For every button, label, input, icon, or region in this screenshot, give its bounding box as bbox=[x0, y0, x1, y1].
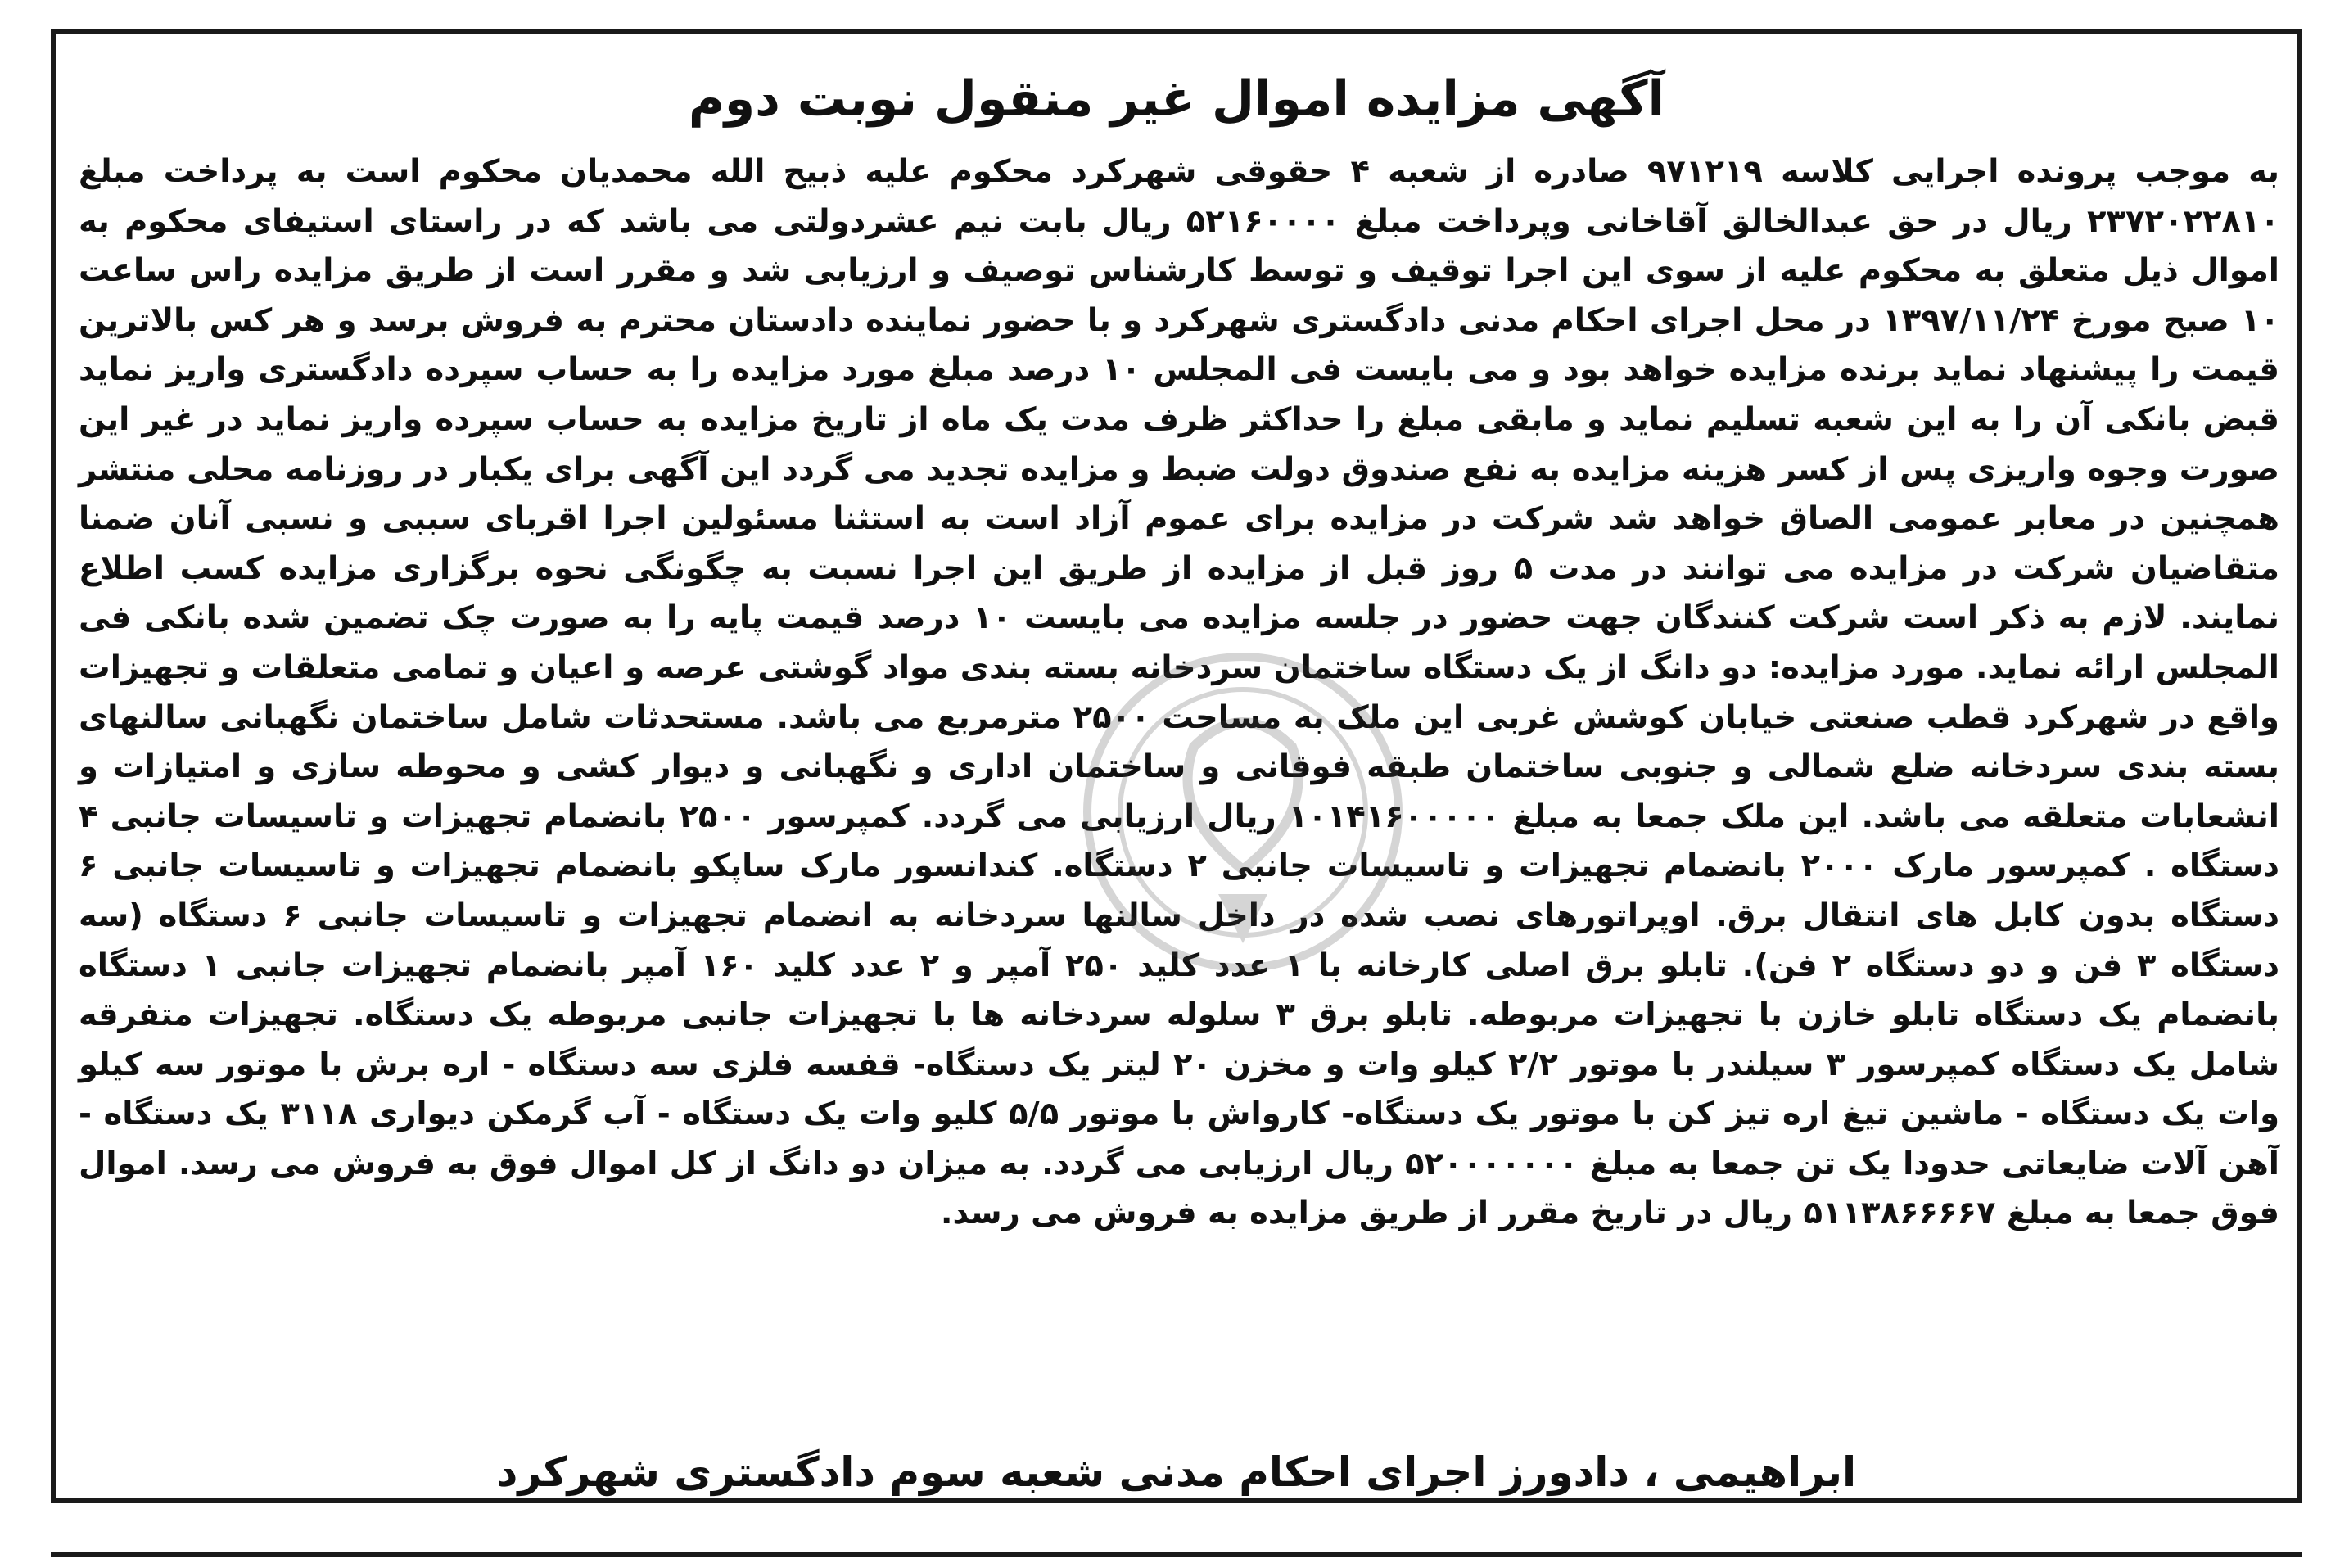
notice-signature: ابراهیمی ، دادورز اجرای احکام مدنی شعبه سوم دادگستری شهرکرد bbox=[496, 1448, 1857, 1496]
bottom-divider bbox=[51, 1552, 2302, 1557]
notice-body-text: به موجب پرونده اجرایی کلاسه ۹۷۱۲۱۹ صادره از شعبه ۴ حقوقی شهرکرد محکوم علیه ذبیح الله محمدیان محکوم است به پرداخت مبلغ ۲۳۷۲۰۲۲۸۱۰ ریال در حق عبدالخالق آقاخانی وپرداخت مبلغ ۵۲۱۶۰۰۰۰ ریال بابت نیم عشردولتی می باشد که در راستای استیفای محکوم به اموال ذیل متعلق به محکوم علیه از سوی این اجرا توقیف و توسط کارشناس توصیف و ارزیابی شد و مقرر است از طریق مزایده راس ساعت ۱۰ صبح مورخ ۱۳۹۷/۱۱/۲۴ در محل اجرای احکام مدنی دادگستری شهرکرد و با حضور نماینده دادستان محترم به فروش برسد و هر کس بالاترین قیمت را پیشنهاد نماید برنده مزایده خواهد بود و می بایست فی المجلس ۱۰ درصد مبلغ مورد مزایده را به حساب سپرده دادگستری واریز نماید قبض بانکی آن را به این شعبه تسلیم نماید و مابقی مبلغ را حداکثر ظرف مدت یک ماه از تاریخ مزایده به حساب سپرده واریز نماید در غیر این صورت وجوه واریزی پس از کسر هزینه مزایده به نفع صندوق دولت ضبط و مزایده تجدید می گردد این آگهی برای یکبار در روزنامه محلی منتشر همچنین در معابر عمومی الصاق خواهد شد شرکت در مزایده برای عموم آزاد است به استثنا مسئولین اجرا اقربای سببی و نسبی آنان ضمنا متقاضیان شرکت در مزایده می توانند در مدت ۵ روز قبل از مزایده از طریق این اجرا نسبت به چگونگی نحوه برگزاری مزایده کسب اطلاع نمایند. لازم به ذکر است شرکت کنندگان جهت حضور در جلسه مزایده می بایست ۱۰ درصد قیمت پایه را به صورت چک تضمین شده بانکی فی المجلس ارائه نماید. مورد مزایده: دو دانگ از یک دستگاه ساختمان سردخانه بسته بندی مواد گوشتی عرصه و اعیان و تمامی متعلقات و تجهیزات واقع در شهرکرد قطب صنعتی خیابان کوشش غربی این ملک به مساحت ۲۵۰۰ مترمربع می باشد. مستحدثات شامل ساختمان نگهبانی سالنهای بسته بندی سردخانه ضلع شمالی و جنوبی ساختمان طبقه فوقانی و ساختمان اداری و نگهبانی و دیوار کشی و محوطه سازی و امتیازات و انشعابات متعلقه می باشد. این ملک جمعا به مبلغ ۱۰۱۴۱۶۰۰۰۰۰ ریال ارزیابی می گردد. کمپرسور ۲۵۰۰ بانضمام تجهیزات و تاسیسات جانبی ۴ دستگاه . کمپرسور مارک ۲۰۰۰ بانضمام تجهیزات و تاسیسات جانبی ۲ دستگاه. کندانسور مارک ساپکو بانضمام تجهیزات و تاسیسات جانبی ۶ دستگاه بدون کابل های انتقال برق. اوپراتورهای نصب شده در داخل سالنها سردخانه به انضمام تجهیزات و تاسیسات جانبی ۶ دستگاه (سه دستگاه ۳ فن و دو دستگاه ۲ فن). تابلو برق اصلی کارخانه با ۱ عدد کلید ۲۵۰ آمپر و ۲ عدد کلید ۱۶۰ آمپر بانضمام تجهیزات جانبی ۱ دستگاه بانضمام یک دستگاه تابلو خازن با تجهیزات مربوطه. تابلو برق ۳ سلوله سردخانه ها با تجهیزات جانبی مربوطه یک دستگاه. تجهیزات متفرقه شامل یک دستگاه کمپرسور ۳ سیلندر با موتور ۲/۲ کیلو وات و مخزن ۲۰ لیتر یک دستگاه- قفسه فلزی سه دستگاه - اره برش با موتور سه کیلو وات یک دستگاه - ماشین تیغ اره تیز کن با موتور یک دستگاه- کارواش با موتور ۵/۵ کلیو وات یک دستگاه - آب گرمکن دیواری ۳۱۱۸ یک دستگاه - آهن آلات ضایعاتی حدودا یک تن جمعا به مبلغ ۵۲۰۰۰۰۰۰۰ ریال ارزیابی می گردد. به میزان دو دانگ از کل اموال فوق به فروش می رسد. اموال فوق جمعا به مبلغ ۵۱۱۳۸۶۶۶۶۷ ریال در تاریخ مقرر از طریق مزایده به فروش می رسد. bbox=[79, 153, 2280, 1232]
notice-title: آگهی مزایده اموال غیر منقول نوبت دوم bbox=[688, 70, 1665, 128]
auction-notice-frame bbox=[51, 29, 2302, 1503]
